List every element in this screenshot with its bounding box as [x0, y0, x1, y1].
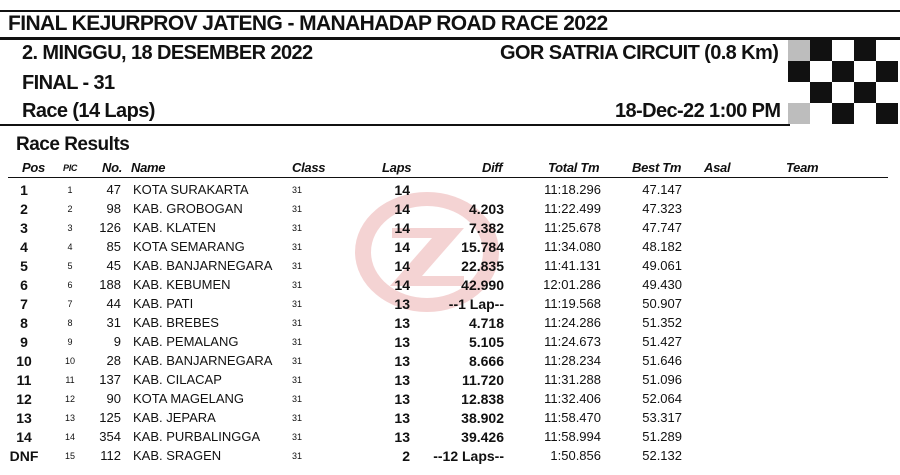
result-pic: 4	[67, 242, 73, 252]
result-diff: 11.720	[461, 372, 504, 388]
result-best-time: 49.061	[642, 258, 682, 273]
result-class: 31	[292, 204, 303, 214]
result-diff: --1 Lap--	[448, 296, 504, 312]
result-diff: 15.784	[461, 239, 504, 255]
table-row	[0, 447, 900, 466]
result-class: 31	[292, 375, 303, 385]
result-name: KOTA SEMARANG	[133, 239, 245, 254]
result-class: 31	[292, 318, 303, 328]
result-laps: 13	[394, 296, 410, 312]
result-laps: 13	[394, 372, 410, 388]
result-laps: 13	[394, 391, 410, 407]
result-pos: 9	[20, 334, 28, 350]
result-pos: 13	[16, 410, 32, 426]
result-name: KAB. BANJARNEGARA	[133, 353, 273, 368]
table-row	[0, 314, 900, 333]
column-header	[0, 160, 900, 176]
result-best-time: 52.132	[642, 448, 682, 463]
result-best-time: 48.182	[642, 239, 682, 254]
result-name: KAB. PATI	[133, 296, 194, 311]
checkered-flag-icon	[788, 40, 900, 124]
col-name: Name	[131, 160, 166, 175]
col-pic: PIC	[63, 163, 78, 173]
result-number: 137	[99, 372, 121, 387]
result-number: 90	[106, 391, 121, 406]
result-diff: 39.426	[461, 429, 504, 445]
result-total-time: 11:41.131	[544, 258, 601, 273]
col-diff: Diff	[482, 160, 503, 175]
result-best-time: 52.064	[642, 391, 682, 406]
result-number: 188	[99, 277, 121, 292]
result-number: 112	[100, 448, 121, 463]
table-row	[0, 295, 900, 314]
result-class: 31	[292, 432, 303, 442]
result-pic: 1	[67, 185, 73, 195]
result-total-time: 11:24.286	[544, 315, 601, 330]
result-total-time: 11:31.288	[544, 372, 601, 387]
result-pic: 11	[65, 375, 75, 385]
result-laps: 13	[394, 353, 410, 369]
result-laps: 2	[402, 448, 410, 464]
result-best-time: 47.147	[642, 182, 682, 197]
col-pos: Pos	[22, 160, 45, 175]
result-pic: 13	[64, 413, 75, 423]
result-class: 31	[292, 223, 303, 233]
result-number: 47	[106, 182, 121, 197]
result-pos: DNF	[9, 448, 39, 464]
result-pic: 14	[64, 432, 75, 442]
result-name: KAB. BANJARNEGARA	[133, 258, 273, 273]
result-number: 98	[106, 201, 121, 216]
result-class: 31	[292, 356, 303, 366]
table-row	[0, 333, 900, 352]
result-total-time: 11:18.296	[544, 182, 601, 197]
result-pos: 6	[20, 277, 28, 293]
result-pos: 1	[20, 182, 28, 198]
result-number: 125	[99, 410, 121, 425]
result-diff: 7.382	[468, 220, 504, 236]
result-pos: 7	[20, 296, 28, 312]
result-pos: 5	[20, 258, 28, 274]
table-row	[0, 371, 900, 390]
result-laps: 14	[394, 277, 410, 293]
table-row	[0, 428, 900, 447]
venue: GOR SATRIA CIRCUIT (0.8 Km)	[500, 42, 779, 64]
result-laps: 13	[394, 315, 410, 331]
result-number: 9	[113, 334, 121, 349]
result-class: 31	[292, 261, 303, 271]
result-class: 31	[292, 413, 303, 423]
result-class: 31	[292, 299, 303, 309]
col-best: Best Tm	[632, 160, 682, 175]
col-asal: Asal	[704, 160, 731, 175]
result-pic: 3	[67, 223, 73, 233]
result-pos: 14	[16, 429, 32, 445]
table-row	[0, 219, 900, 238]
result-pic: 7	[67, 299, 73, 309]
col-no: No.	[102, 160, 123, 175]
table-row	[0, 352, 900, 371]
section-title: Race Results	[16, 134, 130, 155]
result-laps: 13	[394, 334, 410, 350]
result-laps: 13	[394, 429, 410, 445]
result-pic: 10	[64, 356, 75, 366]
result-total-time: 11:19.568	[544, 296, 601, 311]
table-row	[0, 409, 900, 428]
result-name: KAB. KEBUMEN	[133, 277, 231, 292]
result-pic: 12	[64, 394, 75, 404]
result-laps: 14	[394, 220, 410, 236]
result-number: 126	[99, 220, 121, 235]
result-name: KAB. JEPARA	[133, 410, 216, 425]
result-diff: 4.718	[468, 315, 504, 331]
result-diff: 22.835	[461, 258, 504, 274]
col-class: Class	[292, 160, 326, 175]
result-name: KAB. CILACAP	[133, 372, 222, 387]
col-team: Team	[786, 160, 819, 175]
result-diff: 8.666	[468, 353, 504, 369]
result-best-time: 53.317	[642, 410, 682, 425]
result-name: KAB. BREBES	[133, 315, 219, 330]
result-number: 85	[106, 239, 121, 254]
column-rule	[8, 177, 888, 178]
result-pos: 12	[16, 391, 32, 407]
result-best-time: 51.096	[642, 372, 682, 387]
result-class: 31	[292, 337, 303, 347]
race-datetime: 18-Dec-22 1:00 PM	[615, 100, 781, 122]
result-pic: 6	[67, 280, 73, 290]
result-best-time: 47.323	[642, 201, 682, 216]
result-number: 45	[106, 258, 121, 273]
date-line: 2. MINGGU, 18 DESEMBER 2022	[22, 42, 313, 64]
event-title: FINAL KEJURPROV JATENG - MANAHADAP ROAD RACE 2022	[8, 12, 608, 35]
result-laps: 13	[394, 410, 410, 426]
result-number: 28	[106, 353, 121, 368]
race-line: Race (14 Laps)	[22, 100, 155, 122]
result-name: KAB. SRAGEN	[133, 448, 222, 463]
result-laps: 14	[394, 258, 410, 274]
result-best-time: 50.907	[642, 296, 682, 311]
result-pic: 2	[67, 204, 73, 214]
col-laps: Laps	[382, 160, 412, 175]
result-best-time: 51.646	[642, 353, 682, 368]
result-best-time: 51.289	[642, 429, 682, 444]
table-row	[0, 276, 900, 295]
table-row	[0, 238, 900, 257]
result-diff: 42.990	[461, 277, 504, 293]
result-laps: 14	[394, 182, 410, 198]
result-class: 31	[292, 242, 303, 252]
title-rule	[0, 37, 900, 40]
result-number: 31	[106, 315, 121, 330]
result-class: 31	[292, 185, 303, 195]
result-diff: 12.838	[461, 391, 504, 407]
result-diff: 4.203	[468, 201, 504, 217]
result-pic: 15	[64, 451, 75, 461]
result-best-time: 51.427	[642, 334, 682, 349]
result-total-time: 11:22.499	[544, 201, 601, 216]
result-total-time: 12:01.286	[543, 277, 601, 292]
result-total-time: 11:24.673	[544, 334, 601, 349]
result-pos: 10	[16, 353, 32, 369]
header-rule	[0, 124, 790, 126]
result-number: 354	[99, 429, 121, 444]
result-laps: 14	[394, 239, 410, 255]
result-name: KAB. PEMALANG	[133, 334, 239, 349]
result-total-time: 11:25.678	[544, 220, 601, 235]
result-total-time: 11:58.470	[544, 410, 601, 425]
result-name: KAB. PURBALINGGA	[133, 429, 261, 444]
result-best-time: 49.430	[642, 277, 682, 292]
result-name: KAB. GROBOGAN	[133, 201, 243, 216]
table-row	[0, 257, 900, 276]
result-pic: 8	[67, 318, 73, 328]
result-name: KAB. KLATEN	[133, 220, 216, 235]
result-diff: 38.902	[461, 410, 504, 426]
result-pos: 4	[20, 239, 28, 255]
result-class: 31	[292, 394, 303, 404]
table-row	[0, 200, 900, 219]
result-pos: 2	[20, 201, 28, 217]
result-number: 44	[106, 296, 121, 311]
col-total: Total Tm	[548, 160, 600, 175]
result-total-time: 1:50.856	[550, 448, 601, 463]
result-pos: 3	[20, 220, 28, 236]
result-name: KOTA SURAKARTA	[133, 182, 249, 197]
result-name: KOTA MAGELANG	[133, 391, 245, 406]
result-total-time: 11:58.994	[544, 429, 601, 444]
result-diff: --12 Laps--	[433, 448, 504, 464]
result-pic: 9	[67, 337, 73, 347]
result-total-time: 11:32.406	[544, 391, 601, 406]
result-best-time: 47.747	[642, 220, 682, 235]
table-row	[0, 390, 900, 409]
result-laps: 14	[394, 201, 410, 217]
result-total-time: 11:34.080	[544, 239, 601, 254]
result-class: 31	[292, 280, 303, 290]
result-pos: 8	[20, 315, 28, 331]
table-row	[0, 181, 900, 200]
result-pos: 11	[16, 372, 32, 388]
result-pic: 5	[67, 261, 73, 271]
class-line: FINAL - 31	[22, 72, 115, 94]
result-total-time: 11:28.234	[544, 353, 601, 368]
result-class: 31	[292, 451, 303, 461]
result-diff: 5.105	[468, 334, 504, 350]
result-best-time: 51.352	[642, 315, 682, 330]
